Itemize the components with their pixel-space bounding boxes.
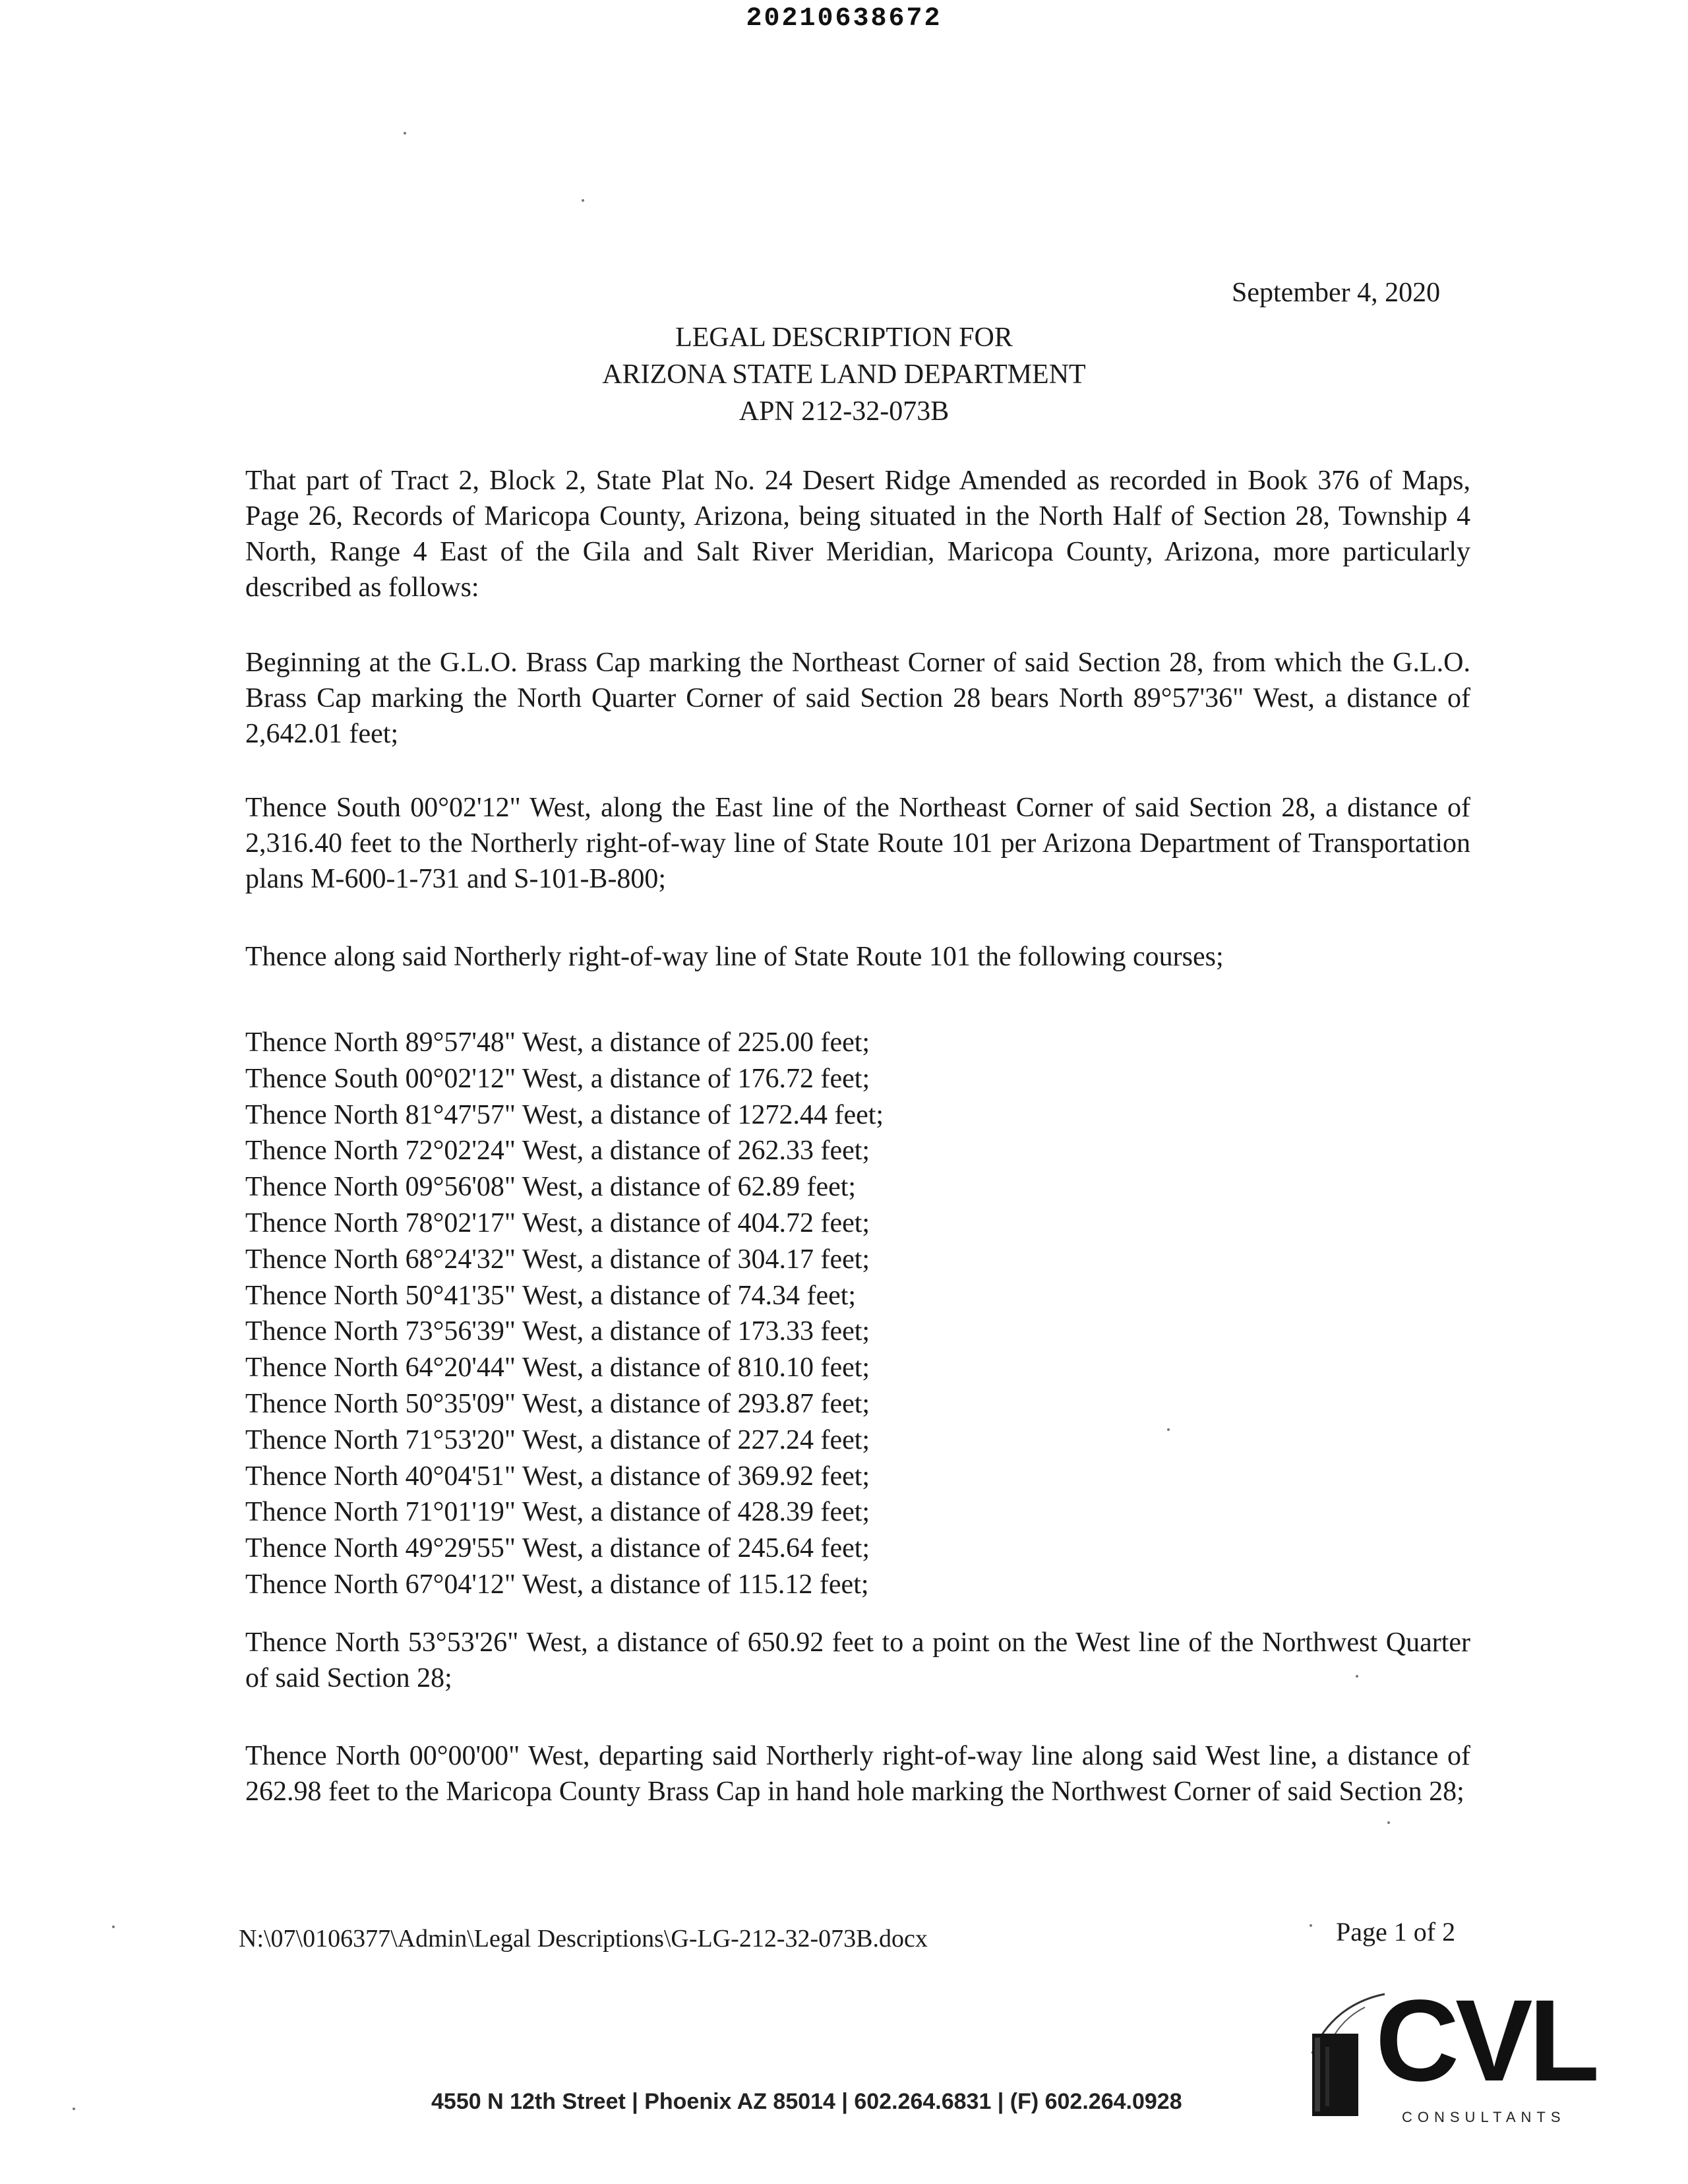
logo-subtitle: CONSULTANTS [1402,2109,1566,2125]
paragraph-thence-north-00: Thence North 00°00'00" West, departing said Northerly right-of-way line along said West line, a distance of 262.98 feet to the Maricopa County Brass Cap in hand hole marking the Northwest Corner of said Section 28; [245,1741,1470,1807]
footer-address: 4550 N 12th Street | Phoenix AZ 85014 | 602.264.6831 | (F) 602.264.0928 [431,2089,1182,2114]
scan-speck [112,1926,115,1928]
paragraph-beginning: Beginning at the G.L.O. Brass Cap marking the Northeast Corner of said Section 28, from which the G.L.O. Brass Cap marking the North Quarter Corner of said Section 28 bears North 89°57'36" West, a distance of 2,642.01 feet; [245,648,1470,749]
course-line: Thence North 09°56'08" West, a distance of 62.89 feet; [245,1172,857,1203]
course-list [245,1025,884,1603]
recording-number: 20210638672 [746,4,942,34]
course-line: Thence North 72°02'24" West, a distance of 262.33 feet; [245,1136,870,1167]
course-line: Thence North 64°20'44" West, a distance of 810.10 feet; [245,1352,870,1383]
page-number: Page 1 of 2 [1336,1917,1456,1947]
paragraph-thence-south: Thence South 00°02'12" West, along the East line of the Northeast Corner of said Section 28, a distance of 2,316.40 feet to the Northerly right-of-way line of State Route 101 per Arizona Department of Transportation plans M-600-1-731 and S-101-B-800; [245,793,1470,894]
course-line: Thence North 49°29'55" West, a distance of 245.64 feet; [245,1533,870,1564]
course-line: Thence South 00°02'12" West, a distance of 176.72 feet; [245,1063,870,1094]
title-line-2: ARIZONA STATE LAND DEPARTMENT [602,359,1086,390]
course-line: Thence North 89°57'48" West, a distance of 225.00 feet; [245,1027,870,1058]
document-title [0,319,1688,430]
scan-speck [1387,1821,1390,1824]
scan-speck [1310,1924,1312,1927]
scan-speck [73,2108,75,2110]
scan-speck [404,132,406,135]
course-line: Thence North 40°04'51" West, a distance of 369.92 feet; [245,1461,870,1492]
title-line-3: APN 212-32-073B [738,396,950,427]
paragraph-courses-intro: Thence along said Northerly right-of-way line of State Route 101 the following courses; [245,942,1224,972]
paragraph-intro: That part of Tract 2, Block 2, State Plat No. 24 Desert Ridge Amended as recorded in Book 376 of Maps, Page 26, Records of Maricopa County, Arizona, being situated in the North Half of Section 28, Township 4 North, Range 4 East of the Gila and Salt River Meridian, Maricopa County, Arizona, more particularly described as follows: [245,466,1470,603]
title-line-1: LEGAL DESCRIPTION FOR [675,322,1013,353]
logo-wordmark: CVL [1375,1976,1596,2106]
paragraph-thence-north-53: Thence North 53°53'26" West, a distance of 650.92 feet to a point on the West line of the Northwest Quarter of said Section 28; [245,1627,1470,1693]
course-line: Thence North 50°41'35" West, a distance of 74.34 feet; [245,1280,857,1311]
course-line: Thence North 67°04'12" West, a distance of 115.12 feet; [245,1569,869,1600]
course-line: Thence North 73°56'39" West, a distance of 173.33 feet; [245,1316,870,1347]
course-line: Thence North 71°53'20" West, a distance of 227.24 feet; [245,1424,870,1455]
scan-speck [1356,1675,1358,1678]
document-date: September 4, 2020 [1232,278,1441,308]
course-line: Thence North 50°35'09" West, a distance of 293.87 feet; [245,1388,870,1419]
file-path: N:\07\0106377\Admin\Legal Descriptions\G-LG-212-32-073B.docx [239,1925,928,1953]
scan-speck [582,199,584,202]
course-line: Thence North 81°47'57" West, a distance of 1272.44 feet; [245,1099,884,1130]
course-line: Thence North 68°24'32" West, a distance of 304.17 feet; [245,1244,870,1275]
course-line: Thence North 78°02'17" West, a distance of 404.72 feet; [245,1207,870,1238]
course-line: Thence North 71°01'19" West, a distance of 428.39 feet; [245,1497,870,1528]
scan-speck [1167,1428,1170,1431]
